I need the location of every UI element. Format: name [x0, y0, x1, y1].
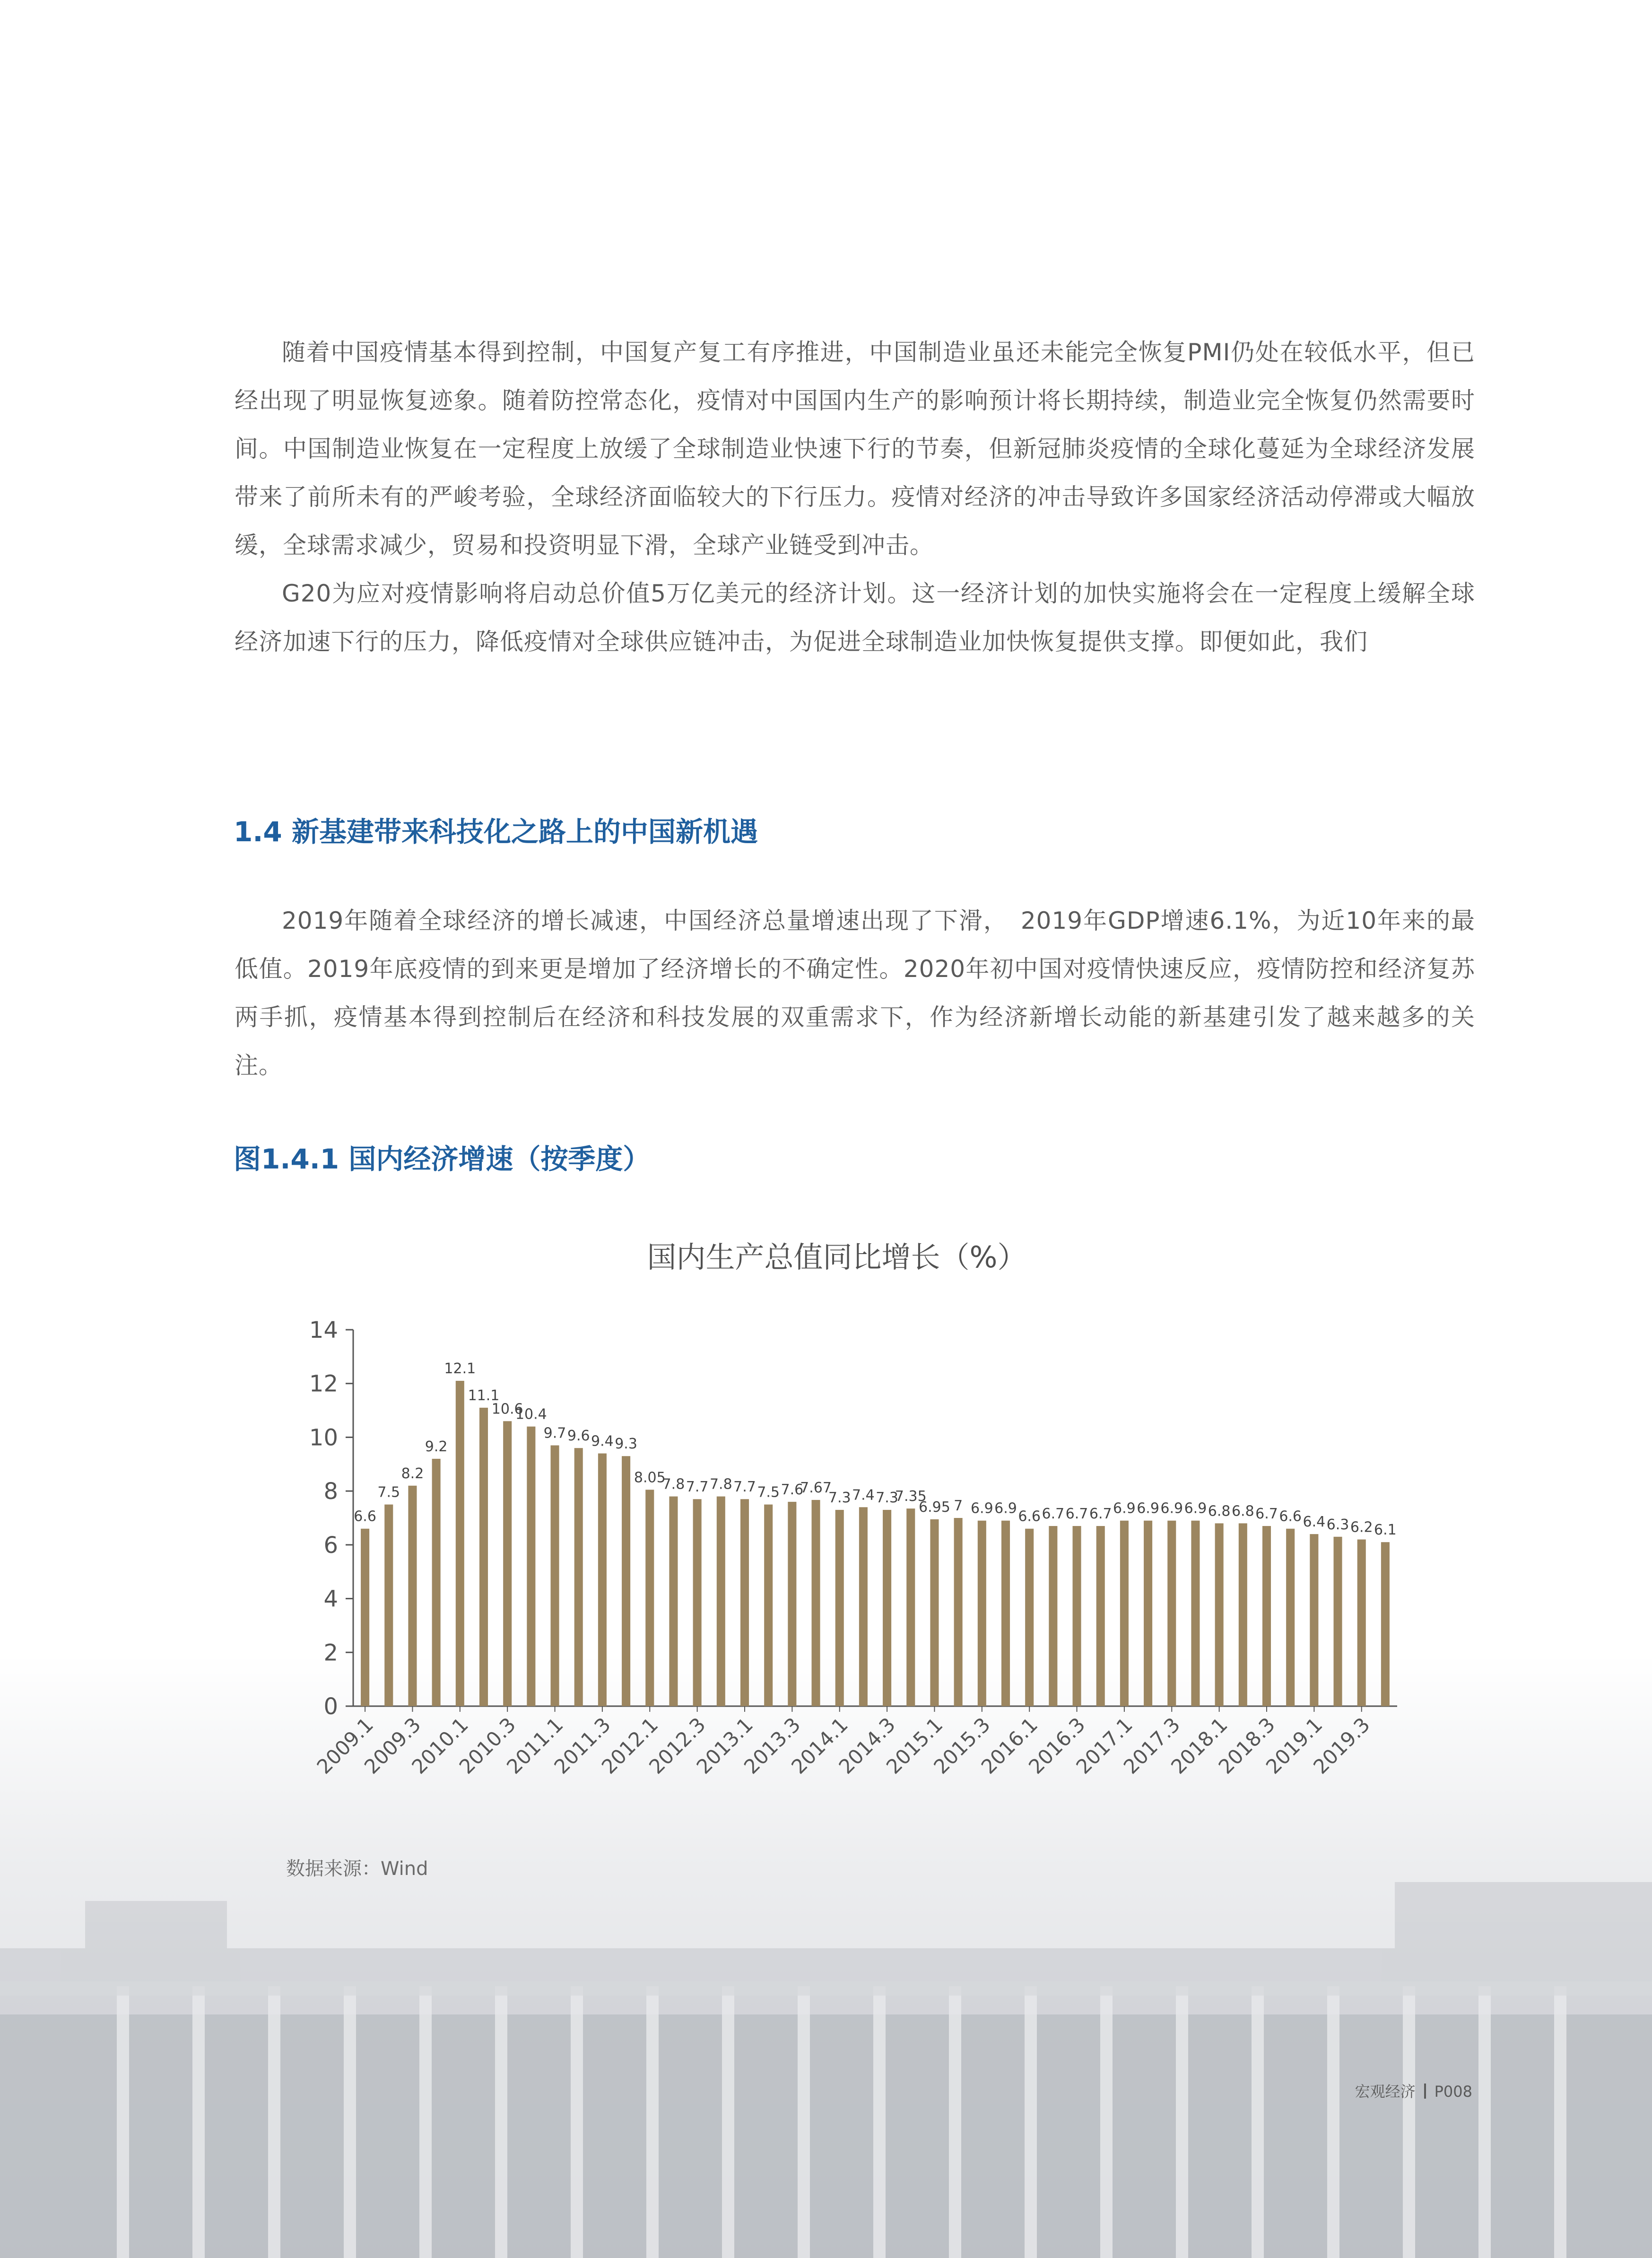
bar	[906, 1508, 915, 1706]
footer-section: 宏观经济	[1355, 2083, 1416, 2101]
data-label: 6.9	[970, 1500, 993, 1517]
body-text-top	[235, 328, 1475, 666]
data-label: 7.5	[757, 1484, 780, 1501]
bar	[1286, 1529, 1295, 1706]
x-tick-label: 2015.3	[929, 1713, 995, 1779]
paragraph: G20为应对疫情影响将启动总价值5万亿美元的经济计划。这一经济计划的加快实施将会在一定程度上缓解全球经济加速下行的压力，降低疫情对全球供应链冲击，为促进全球制造业加快恢复提供支撑。即便如此，我们	[235, 580, 1475, 655]
data-label: 7.35	[895, 1488, 927, 1505]
data-label: 7.4	[852, 1487, 875, 1504]
bar	[1049, 1526, 1057, 1706]
y-tick-label: 8	[323, 1478, 338, 1505]
bar	[503, 1421, 512, 1706]
gdp-growth-chart	[265, 1239, 1409, 1806]
y-tick-label: 6	[323, 1532, 338, 1559]
bar	[645, 1490, 654, 1706]
bar	[408, 1486, 417, 1706]
paragraph: 随着中国疫情基本得到控制，中国复产复工有序推进，中国制造业虽还未能完全恢复PMI仍处在较低水平，但已经出现了明显恢复迹象。随着防控常态化，疫情对中国国内生产的影响预计将长期持续，制造业完全恢复仍然需要时间。中国制造业恢复在一定程度上放缓了全球制造业快速下行的节奏，但新冠肺炎疫情的全球化蔓延为全球经济发展带来了前所未有的严峻考验，全球经济面临较大的下行压力。疫情对经济的冲击导致许多国家经济活动停滞或大幅放缓，全球需求减少，贸易和投资明显下滑，全球产业链受到冲击。	[235, 339, 1475, 559]
data-label: 9.4	[591, 1433, 614, 1450]
data-label: 7.67	[800, 1479, 832, 1496]
data-label: 7.7	[686, 1479, 709, 1496]
data-label: 6.9	[1160, 1500, 1183, 1517]
data-label: 6.4	[1303, 1514, 1326, 1531]
bar	[1025, 1529, 1034, 1706]
bar	[598, 1454, 607, 1706]
bar	[954, 1518, 963, 1706]
data-label: 6.9	[1113, 1500, 1136, 1517]
y-tick-label: 12	[309, 1370, 338, 1397]
data-label: 6.3	[1326, 1516, 1349, 1533]
data-label: 7.8	[709, 1476, 732, 1493]
y-tick-label: 14	[309, 1317, 338, 1343]
x-tick-label: 2014.1	[787, 1713, 852, 1779]
chart-title: 国内生产总值同比增长（%）	[647, 1240, 1027, 1274]
page-footer	[1355, 2080, 1472, 2101]
data-label: 6.9	[1137, 1500, 1159, 1517]
data-label: 6.2	[1350, 1519, 1373, 1536]
bar	[1310, 1534, 1318, 1706]
data-label: 6.7	[1089, 1506, 1112, 1523]
data-label: 6.7	[1065, 1506, 1088, 1523]
x-tick-label: 2018.3	[1214, 1713, 1280, 1779]
bar	[693, 1499, 702, 1706]
x-tick-label: 2013.3	[739, 1713, 805, 1779]
data-label: 9.2	[425, 1438, 448, 1455]
bar	[835, 1510, 844, 1706]
body-text-mid	[235, 897, 1475, 1090]
bar	[622, 1456, 630, 1706]
x-tick-label: 2011.1	[502, 1713, 568, 1779]
data-label: 8.05	[634, 1469, 666, 1486]
data-label: 6.95	[919, 1499, 950, 1516]
bar	[1215, 1523, 1224, 1706]
data-label: 6.9	[1184, 1500, 1207, 1517]
bar	[717, 1497, 725, 1706]
bar	[1381, 1542, 1390, 1706]
data-label: 7.3	[876, 1489, 898, 1506]
data-label: 10.4	[515, 1406, 547, 1423]
bar	[930, 1519, 939, 1706]
bar	[669, 1497, 678, 1706]
bar	[551, 1445, 559, 1706]
x-tick-label: 2009.1	[312, 1713, 378, 1779]
data-label: 6.6	[1279, 1508, 1302, 1525]
y-tick-label: 4	[323, 1586, 338, 1613]
x-tick-label: 2016.1	[976, 1713, 1043, 1779]
bar	[527, 1427, 535, 1706]
data-label: 7.5	[377, 1484, 400, 1501]
bar	[479, 1408, 488, 1706]
data-label: 7.7	[733, 1479, 756, 1496]
y-tick-label: 10	[309, 1424, 338, 1451]
bar	[1262, 1526, 1271, 1706]
x-tick-label: 2016.3	[1024, 1713, 1090, 1779]
data-label: 6.6	[1018, 1508, 1041, 1525]
x-tick-label: 2011.3	[549, 1713, 615, 1779]
bar	[574, 1448, 583, 1706]
x-tick-label: 2018.1	[1166, 1713, 1232, 1779]
figure-title: 图1.4.1 国内经济增速（按季度）	[234, 1143, 651, 1175]
bar	[384, 1505, 393, 1706]
data-label: 6.8	[1208, 1503, 1231, 1520]
data-label: 9.6	[567, 1428, 590, 1445]
x-tick-label: 2010.1	[407, 1713, 473, 1779]
data-label: 6.6	[354, 1508, 376, 1525]
data-label: 11.1	[468, 1387, 500, 1404]
data-label: 6.7	[1042, 1506, 1065, 1523]
bar	[1239, 1523, 1247, 1706]
footer-separator	[1424, 2084, 1426, 2099]
bar	[1334, 1537, 1342, 1706]
bar	[1144, 1521, 1152, 1706]
paragraph: 2019年随着全球经济的增长减速，中国经济总量增速出现了下滑， 2019年GDP增速6.1%，为近10年来的最低值。2019年底疫情的到来更是增加了经济增长的不确定性。2020年初中国对疫情快速反应，疫情防控和经济复苏两手抓，疫情基本得到控制后在经济和科技发展的双重需求下，作为经济新增长动能的新基建引发了越来越多的关注。	[235, 907, 1475, 1079]
data-label: 7.6	[781, 1481, 804, 1498]
bar	[1073, 1526, 1081, 1706]
section-title: 1.4 新基建带来科技化之路上的中国新机遇	[234, 816, 758, 848]
bar	[456, 1381, 464, 1706]
y-tick-label: 0	[323, 1693, 338, 1720]
data-label: 6.8	[1231, 1503, 1254, 1520]
bar	[1191, 1521, 1200, 1706]
data-label: 6.7	[1255, 1506, 1278, 1523]
chart-svg	[265, 1239, 1409, 1806]
bar	[740, 1499, 749, 1706]
source-note: 数据来源：Wind	[286, 1858, 428, 1880]
bar	[978, 1521, 986, 1706]
x-tick-label: 2012.3	[644, 1713, 710, 1779]
data-label: 9.7	[543, 1425, 566, 1442]
bar	[859, 1507, 868, 1706]
bar	[1357, 1539, 1366, 1706]
bar	[788, 1502, 796, 1706]
data-label: 9.3	[615, 1436, 637, 1453]
data-label: 7.8	[662, 1476, 685, 1493]
x-tick-label: 2017.1	[1071, 1713, 1137, 1779]
bar	[432, 1459, 441, 1706]
x-tick-label: 2015.1	[881, 1713, 948, 1779]
x-tick-label: 2019.3	[1309, 1713, 1374, 1779]
x-tick-label: 2017.3	[1119, 1713, 1185, 1779]
bar	[883, 1510, 891, 1706]
data-label: 12.1	[444, 1360, 476, 1377]
x-tick-label: 2010.3	[454, 1713, 521, 1779]
data-label: 10.6	[491, 1401, 523, 1418]
bar	[1096, 1526, 1105, 1706]
data-label: 8.2	[401, 1465, 424, 1482]
x-tick-label: 2009.3	[359, 1713, 426, 1779]
x-tick-label: 2013.1	[692, 1713, 758, 1779]
y-tick-label: 2	[323, 1639, 338, 1666]
x-tick-label: 2012.1	[597, 1713, 663, 1779]
x-tick-label: 2019.1	[1261, 1713, 1327, 1779]
data-label: 7	[954, 1498, 963, 1514]
page-number: P008	[1434, 2083, 1472, 2101]
bar	[1167, 1521, 1176, 1706]
data-label: 7.3	[828, 1489, 851, 1506]
bar	[361, 1529, 369, 1706]
bar	[764, 1505, 773, 1706]
x-tick-label: 2014.3	[834, 1713, 900, 1779]
bar	[1001, 1521, 1010, 1706]
bar	[1120, 1521, 1129, 1706]
data-label: 6.1	[1374, 1522, 1397, 1539]
bar	[812, 1500, 820, 1706]
data-label: 6.9	[994, 1500, 1017, 1517]
